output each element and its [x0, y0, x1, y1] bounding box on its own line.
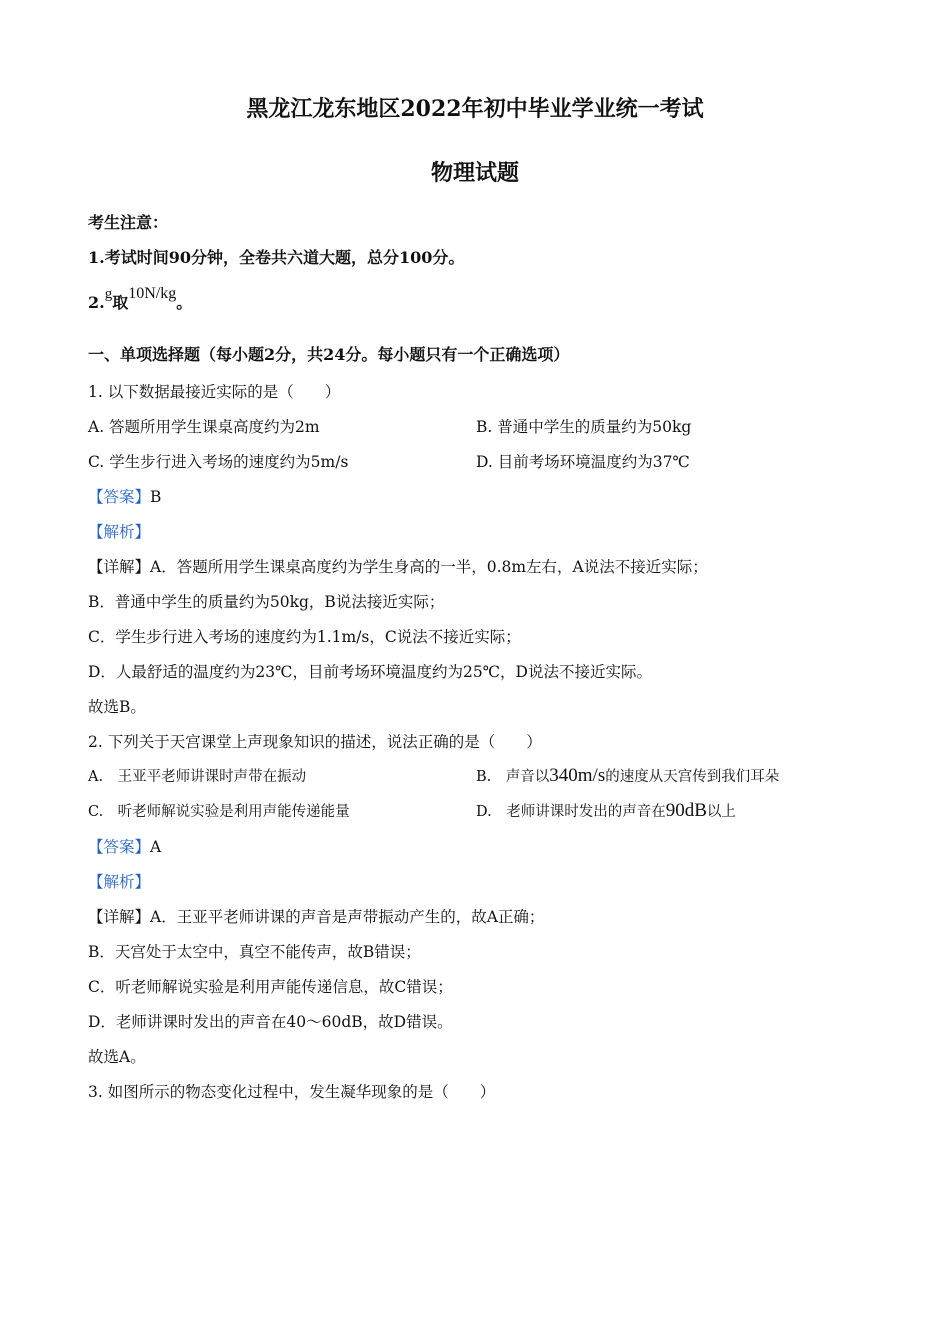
q2-detail-3: C．听老师解说实验是利用声能传递信息，故C错误； [88, 978, 453, 996]
q2-option-b: B. 声音以340m/s的速度从天宫传到我们耳朵 [476, 765, 780, 786]
section-heading: 一、单项选择题（每小题2分，共24分。每小题只有一个正确选项） [88, 345, 570, 364]
q1-option-a: A. 答题所用学生课桌高度约为2m [88, 418, 320, 436]
q1-analysis-tag: 【解析】 [88, 523, 151, 541]
notice-heading: 考生注意： [88, 213, 169, 232]
q2-option-d: D. 老师讲课时发出的声音在90dB以上 [476, 800, 736, 821]
q1-conclusion: 故选B。 [88, 698, 146, 716]
q3-stem: 3. 如图所示的物态变化过程中，发生凝华现象的是（ ） [88, 1083, 496, 1101]
q1-option-d: D. 目前考场环境温度约为37℃ [476, 453, 690, 471]
notice-item-1: 1.考试时间90分钟，全卷共六道大题，总分100分。 [88, 248, 465, 267]
page-title: 黑龙江龙东地区2022年初中毕业学业统一考试 [246, 96, 704, 122]
q1-option-b: B. 普通中学生的质量约为50kg [476, 418, 692, 436]
q2-conclusion: 故选A。 [88, 1048, 146, 1066]
q2-answer-value: A [150, 838, 162, 856]
q2-analysis-tag: 【解析】 [88, 873, 151, 891]
q2-stem: 2. 下列关于天宫课堂上声现象知识的描述，说法正确的是（ ） [88, 733, 542, 751]
notice-item-2-prefix: 2. [88, 293, 105, 312]
page-subtitle: 物理试题 [430, 160, 519, 186]
q1-answer [88, 486, 161, 508]
q1-stem: 1. 以下数据最接近实际的是（ ） [88, 383, 341, 401]
q2-detail-2: B．天宫处于太空中，真空不能传声，故B错误； [88, 943, 421, 961]
notice-item-2 [88, 285, 193, 315]
answer-tag: 【答案】 [88, 488, 151, 506]
q2-detail-1: 【详解】A．王亚平老师讲课的声音是声带振动产生的，故A正确； [88, 908, 545, 926]
decibel-value: 90dB [665, 800, 707, 821]
q1-detail-2: B．普通中学生的质量约为50kg，B说法接近实际； [88, 593, 445, 611]
notice-item-2-mid: 取 [112, 293, 129, 312]
q2-detail-4: D．老师讲课时发出的声音在40～60dB，故D错误。 [88, 1013, 453, 1031]
speed-value: 340m/s [549, 765, 606, 786]
gravity-value: 10N/kg [128, 285, 177, 302]
q1-option-c: C. 学生步行进入考场的速度约为5m/s [88, 453, 349, 471]
q2-option-a: A. 王亚平老师讲课时声带在振动 [88, 769, 307, 785]
q2-answer [88, 836, 161, 858]
q1-detail-3: C．学生步行进入考场的速度约为1.1m/s，C说法不接近实际； [88, 628, 521, 646]
q2-option-c: C. 听老师解说实验是利用声能传递能量 [88, 804, 350, 820]
detail-tag: 【详解】 [88, 558, 151, 576]
q1-answer-value: B [150, 488, 162, 506]
answer-tag: 【答案】 [88, 838, 151, 856]
q1-detail-1: 【详解】A．答题所用学生课桌高度约为学生身高的一半，0.8m左右，A说法不接近实际； [88, 558, 708, 576]
q1-detail-4: D．人最舒适的温度约为23℃，目前考场环境温度约为25℃，D说法不接近实际。 [88, 663, 652, 681]
detail-tag: 【详解】 [88, 908, 151, 926]
notice-item-2-suffix: 。 [176, 293, 193, 312]
gravity-symbol: g [104, 286, 113, 302]
